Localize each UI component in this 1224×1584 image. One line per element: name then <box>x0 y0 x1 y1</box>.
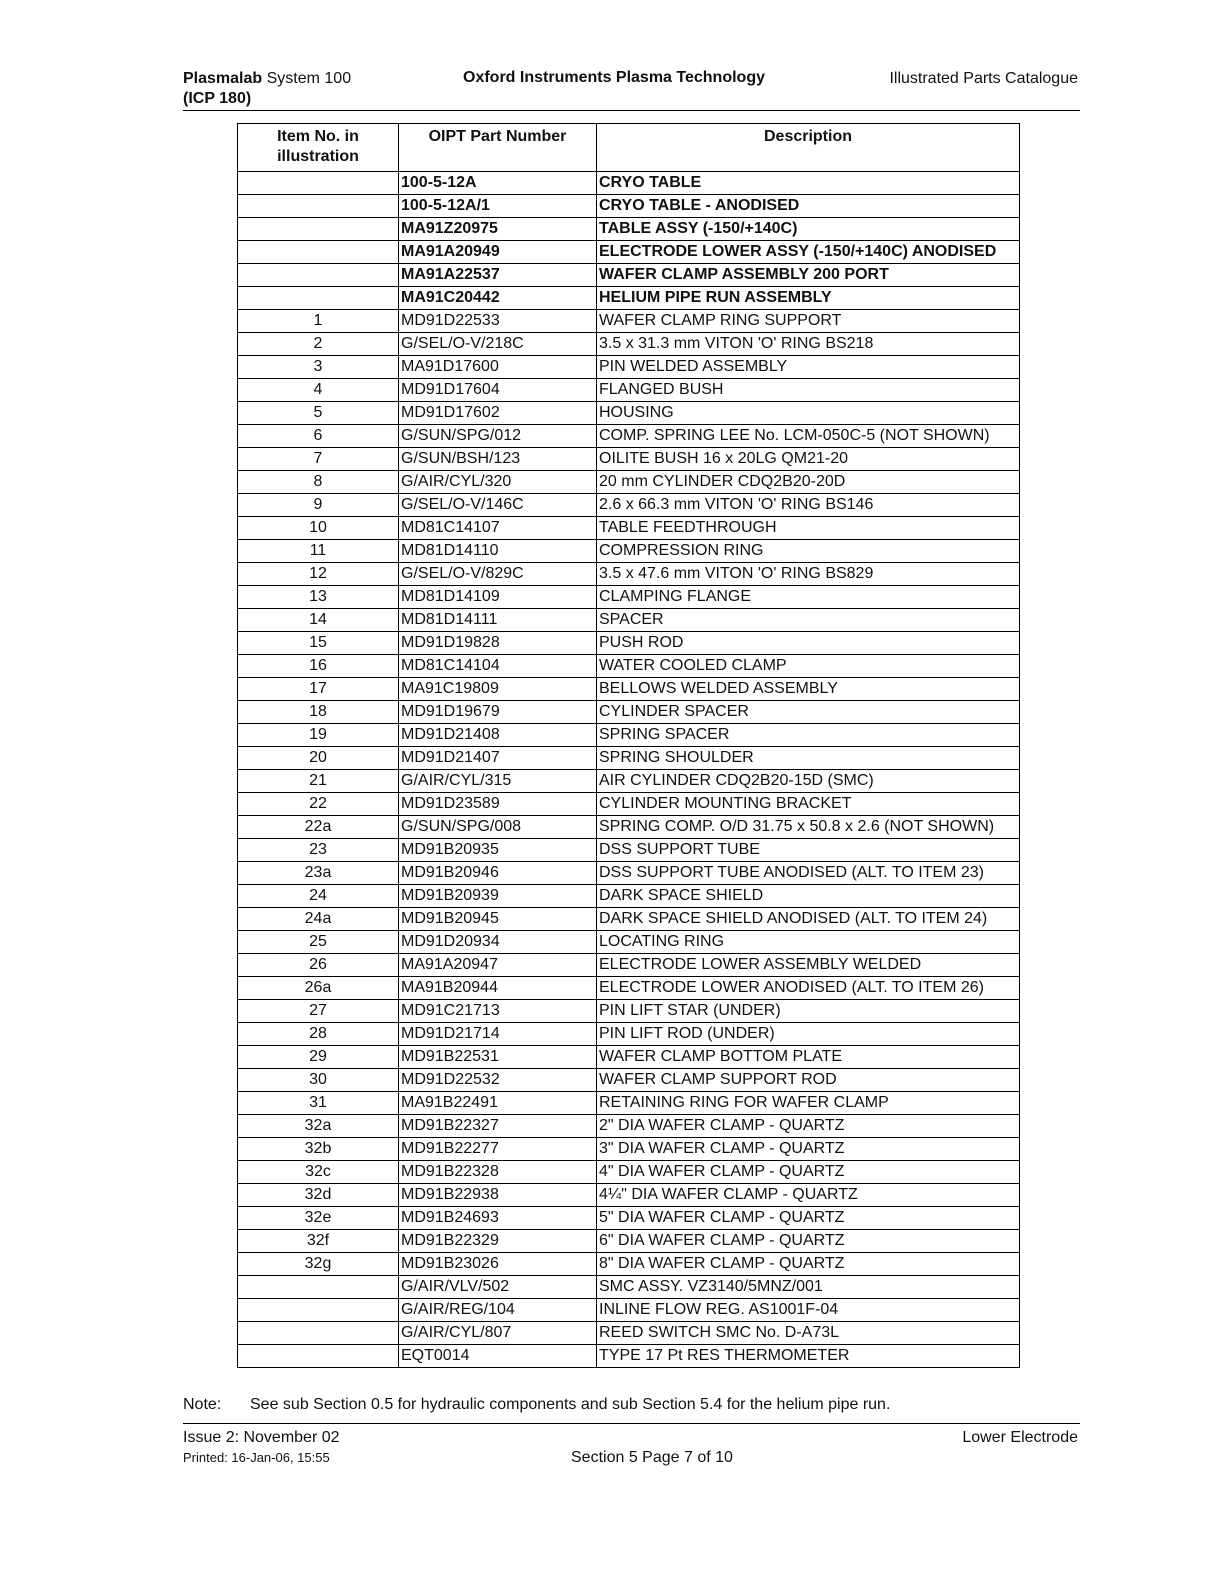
table-row <box>238 540 1020 563</box>
cell-description: PIN LIFT STAR (UNDER) <box>597 1000 1020 1023</box>
cell-item-number: 20 <box>238 747 399 770</box>
table-row <box>238 1184 1020 1207</box>
cell-description: SPACER <box>597 609 1020 632</box>
note-label: Note: <box>183 1396 222 1413</box>
table-row <box>238 885 1020 908</box>
header-company: Oxford Instruments Plasma Technology <box>463 69 765 86</box>
cell-description: CLAMPING FLANGE <box>597 586 1020 609</box>
cell-description: TABLE FEEDTHROUGH <box>597 517 1020 540</box>
cell-description: 3.5 x 47.6 mm VITON 'O' RING BS829 <box>597 563 1020 586</box>
cell-item-number: 32b <box>238 1138 399 1161</box>
footer-rule <box>183 1423 1080 1424</box>
cell-item-number: 26a <box>238 977 399 1000</box>
table-row <box>238 1276 1020 1299</box>
table-row <box>238 1046 1020 1069</box>
cell-item-number: 19 <box>238 724 399 747</box>
cell-description: ELECTRODE LOWER ASSEMBLY WELDED <box>597 954 1020 977</box>
cell-description: 3" DIA WAFER CLAMP - QUARTZ <box>597 1138 1020 1161</box>
cell-part-number: MA91B20944 <box>399 977 597 1000</box>
table-row <box>238 310 1020 333</box>
cell-description: 2.6 x 66.3 mm VITON 'O' RING BS146 <box>597 494 1020 517</box>
cell-part-number: G/AIR/CYL/807 <box>399 1322 597 1345</box>
table-row <box>238 839 1020 862</box>
cell-part-number: 100-5-12A <box>399 172 597 195</box>
cell-part-number: MD91D17604 <box>399 379 597 402</box>
table-row <box>238 793 1020 816</box>
cell-part-number: MD81D14109 <box>399 586 597 609</box>
cell-item-number: 6 <box>238 425 399 448</box>
table-header-row <box>238 124 1020 172</box>
cell-description: 20 mm CYLINDER CDQ2B20-20D <box>597 471 1020 494</box>
cell-description: 4" DIA WAFER CLAMP - QUARTZ <box>597 1161 1020 1184</box>
cell-description: FLANGED BUSH <box>597 379 1020 402</box>
cell-item-number: 2 <box>238 333 399 356</box>
cell-description: TABLE ASSY (-150/+140C) <box>597 218 1020 241</box>
table-row <box>238 1092 1020 1115</box>
cell-part-number: MA91D17600 <box>399 356 597 379</box>
cell-item-number: 32e <box>238 1207 399 1230</box>
cell-part-number: MD91B20945 <box>399 908 597 931</box>
cell-description: ELECTRODE LOWER ANODISED (ALT. TO ITEM 26) <box>597 977 1020 1000</box>
cell-part-number: G/SUN/SPG/012 <box>399 425 597 448</box>
cell-item-number <box>238 287 399 310</box>
table-row <box>238 563 1020 586</box>
header-rule <box>183 110 1080 111</box>
table-row <box>238 172 1020 195</box>
cell-item-number: 9 <box>238 494 399 517</box>
table-row <box>238 1345 1020 1368</box>
cell-item-number: 22 <box>238 793 399 816</box>
cell-item-number: 14 <box>238 609 399 632</box>
table-row <box>238 1115 1020 1138</box>
cell-item-number: 25 <box>238 931 399 954</box>
cell-item-number: 21 <box>238 770 399 793</box>
header-product <box>183 70 351 88</box>
cell-part-number: MD91B22531 <box>399 1046 597 1069</box>
table-row <box>238 586 1020 609</box>
cell-part-number: G/SUN/SPG/008 <box>399 816 597 839</box>
cell-part-number: MD91B23026 <box>399 1253 597 1276</box>
cell-item-number: 12 <box>238 563 399 586</box>
cell-item-number: 26 <box>238 954 399 977</box>
table-row <box>238 770 1020 793</box>
cell-part-number: MD81C14107 <box>399 517 597 540</box>
header-model: (ICP 180) <box>183 90 252 107</box>
cell-description: CYLINDER SPACER <box>597 701 1020 724</box>
table-row <box>238 1138 1020 1161</box>
cell-part-number: MD81D14111 <box>399 609 597 632</box>
table-row <box>238 655 1020 678</box>
table-row <box>238 724 1020 747</box>
cell-description: 3.5 x 31.3 mm VITON 'O' RING BS218 <box>597 333 1020 356</box>
cell-item-number: 32a <box>238 1115 399 1138</box>
cell-item-number: 32f <box>238 1230 399 1253</box>
cell-description: WAFER CLAMP SUPPORT ROD <box>597 1069 1020 1092</box>
cell-item-number: 24 <box>238 885 399 908</box>
cell-description: COMP. SPRING LEE No. LCM-050C-5 (NOT SHOWN) <box>597 425 1020 448</box>
cell-item-number <box>238 172 399 195</box>
cell-part-number: MD91B20935 <box>399 839 597 862</box>
table-row <box>238 218 1020 241</box>
cell-part-number: MD91B20939 <box>399 885 597 908</box>
cell-description: WAFER CLAMP ASSEMBLY 200 PORT <box>597 264 1020 287</box>
cell-description: 2" DIA WAFER CLAMP - QUARTZ <box>597 1115 1020 1138</box>
cell-part-number: MD91D19828 <box>399 632 597 655</box>
cell-description: ELECTRODE LOWER ASSY (-150/+140C) ANODISED <box>597 241 1020 264</box>
table-row <box>238 747 1020 770</box>
header-doc-type: Illustrated Parts Catalogue <box>889 70 1078 87</box>
table-row <box>238 1207 1020 1230</box>
table-row <box>238 333 1020 356</box>
cell-part-number: MA91B22491 <box>399 1092 597 1115</box>
cell-item-number <box>238 1299 399 1322</box>
table-row <box>238 1161 1020 1184</box>
cell-description: 8" DIA WAFER CLAMP - QUARTZ <box>597 1253 1020 1276</box>
cell-part-number: MD91B22329 <box>399 1230 597 1253</box>
table-row <box>238 402 1020 425</box>
cell-part-number: MD91D22532 <box>399 1069 597 1092</box>
cell-part-number: 100-5-12A/1 <box>399 195 597 218</box>
cell-item-number: 15 <box>238 632 399 655</box>
cell-part-number: MD91B22277 <box>399 1138 597 1161</box>
cell-description: SPRING SHOULDER <box>597 747 1020 770</box>
table-row <box>238 356 1020 379</box>
table-row <box>238 379 1020 402</box>
cell-part-number: MD91C21713 <box>399 1000 597 1023</box>
cell-item-number <box>238 1345 399 1368</box>
table-row <box>238 816 1020 839</box>
table-row <box>238 287 1020 310</box>
cell-item-number: 32g <box>238 1253 399 1276</box>
column-header-part-number: OIPT Part Number <box>399 124 597 172</box>
cell-item-number: 5 <box>238 402 399 425</box>
cell-description: 4¼" DIA WAFER CLAMP - QUARTZ <box>597 1184 1020 1207</box>
table-row <box>238 862 1020 885</box>
table-row <box>238 931 1020 954</box>
cell-part-number: MD91B22328 <box>399 1161 597 1184</box>
cell-item-number: 3 <box>238 356 399 379</box>
cell-item-number: 4 <box>238 379 399 402</box>
table-row <box>238 678 1020 701</box>
table-row <box>238 494 1020 517</box>
cell-part-number: MD91D22533 <box>399 310 597 333</box>
cell-part-number: MD91B20946 <box>399 862 597 885</box>
cell-item-number: 23 <box>238 839 399 862</box>
parts-table <box>237 123 1020 1368</box>
cell-item-number: 32c <box>238 1161 399 1184</box>
cell-item-number: 31 <box>238 1092 399 1115</box>
cell-part-number: MD81C14104 <box>399 655 597 678</box>
cell-part-number: G/AIR/REG/104 <box>399 1299 597 1322</box>
cell-part-number: MD91D20934 <box>399 931 597 954</box>
cell-part-number: G/SEL/O-V/218C <box>399 333 597 356</box>
footer-issue: Issue 2: November 02 <box>183 1429 340 1446</box>
cell-description: TYPE 17 Pt RES THERMOMETER <box>597 1345 1020 1368</box>
cell-part-number: MA91Z20975 <box>399 218 597 241</box>
cell-description: HOUSING <box>597 402 1020 425</box>
cell-description: SPRING SPACER <box>597 724 1020 747</box>
table-row <box>238 1023 1020 1046</box>
cell-description: WAFER CLAMP RING SUPPORT <box>597 310 1020 333</box>
cell-description: INLINE FLOW REG. AS1001F-04 <box>597 1299 1020 1322</box>
cell-item-number: 11 <box>238 540 399 563</box>
cell-description: AIR CYLINDER CDQ2B20-15D (SMC) <box>597 770 1020 793</box>
parts-table-body <box>238 172 1020 1368</box>
cell-item-number <box>238 241 399 264</box>
cell-description: OILITE BUSH 16 x 20LG QM21-20 <box>597 448 1020 471</box>
table-row <box>238 954 1020 977</box>
table-row <box>238 1322 1020 1345</box>
table-row <box>238 264 1020 287</box>
cell-item-number: 8 <box>238 471 399 494</box>
table-row <box>238 1230 1020 1253</box>
cell-item-number: 10 <box>238 517 399 540</box>
column-header-item: Item No. in illustration <box>238 124 399 172</box>
table-row <box>238 1069 1020 1092</box>
cell-part-number: G/SEL/O-V/829C <box>399 563 597 586</box>
cell-part-number: MD91D19679 <box>399 701 597 724</box>
table-row <box>238 448 1020 471</box>
table-row <box>238 195 1020 218</box>
table-row <box>238 1299 1020 1322</box>
cell-description: CRYO TABLE - ANODISED <box>597 195 1020 218</box>
cell-item-number: 23a <box>238 862 399 885</box>
cell-part-number: MD91B24693 <box>399 1207 597 1230</box>
cell-part-number: G/SUN/BSH/123 <box>399 448 597 471</box>
cell-description: CRYO TABLE <box>597 172 1020 195</box>
cell-description: CYLINDER MOUNTING BRACKET <box>597 793 1020 816</box>
table-row <box>238 425 1020 448</box>
cell-part-number: MD91D17602 <box>399 402 597 425</box>
cell-item-number: 7 <box>238 448 399 471</box>
cell-description: 6" DIA WAFER CLAMP - QUARTZ <box>597 1230 1020 1253</box>
cell-description: REED SWITCH SMC No. D-A73L <box>597 1322 1020 1345</box>
cell-item-number: 17 <box>238 678 399 701</box>
cell-item-number: 16 <box>238 655 399 678</box>
cell-description: 5" DIA WAFER CLAMP - QUARTZ <box>597 1207 1020 1230</box>
cell-description: BELLOWS WELDED ASSEMBLY <box>597 678 1020 701</box>
cell-part-number: MA91C19809 <box>399 678 597 701</box>
cell-item-number <box>238 195 399 218</box>
column-header-description: Description <box>597 124 1020 172</box>
cell-part-number: MA91C20442 <box>399 287 597 310</box>
cell-part-number: MD91B22938 <box>399 1184 597 1207</box>
cell-description: SMC ASSY. VZ3140/5MNZ/001 <box>597 1276 1020 1299</box>
header-product-system: System 100 <box>262 70 352 87</box>
footer-printed: Printed: 16-Jan-06, 15:55 <box>183 1450 330 1465</box>
cell-description: DARK SPACE SHIELD ANODISED (ALT. TO ITEM 24) <box>597 908 1020 931</box>
cell-part-number: G/AIR/CYL/315 <box>399 770 597 793</box>
cell-part-number: G/SEL/O-V/146C <box>399 494 597 517</box>
cell-item-number: 22a <box>238 816 399 839</box>
cell-description: LOCATING RING <box>597 931 1020 954</box>
cell-part-number: MA91A20947 <box>399 954 597 977</box>
cell-description: RETAINING RING FOR WAFER CLAMP <box>597 1092 1020 1115</box>
cell-part-number: MD91D21714 <box>399 1023 597 1046</box>
footer-page-number: Section 5 Page 7 of 10 <box>571 1449 733 1466</box>
cell-item-number <box>238 218 399 241</box>
cell-description: PIN LIFT ROD (UNDER) <box>597 1023 1020 1046</box>
cell-item-number: 13 <box>238 586 399 609</box>
cell-part-number: EQT0014 <box>399 1345 597 1368</box>
cell-part-number: MD91B22327 <box>399 1115 597 1138</box>
cell-description: SPRING COMP. O/D 31.75 x 50.8 x 2.6 (NOT SHOWN) <box>597 816 1020 839</box>
table-row <box>238 701 1020 724</box>
cell-part-number: MD81D14110 <box>399 540 597 563</box>
note-text: See sub Section 0.5 for hydraulic components and sub Section 5.4 for the helium pipe run. <box>250 1396 891 1413</box>
header-product-name: Plasmalab <box>183 70 263 87</box>
cell-part-number: MD91D21408 <box>399 724 597 747</box>
cell-description: WAFER CLAMP BOTTOM PLATE <box>597 1046 1020 1069</box>
cell-item-number: 29 <box>238 1046 399 1069</box>
cell-part-number: MA91A22537 <box>399 264 597 287</box>
cell-part-number: G/AIR/CYL/320 <box>399 471 597 494</box>
table-row <box>238 241 1020 264</box>
cell-item-number: 30 <box>238 1069 399 1092</box>
table-row <box>238 1253 1020 1276</box>
cell-description: COMPRESSION RING <box>597 540 1020 563</box>
cell-part-number: MD91D21407 <box>399 747 597 770</box>
cell-part-number: G/AIR/VLV/502 <box>399 1276 597 1299</box>
cell-description: DSS SUPPORT TUBE ANODISED (ALT. TO ITEM 23) <box>597 862 1020 885</box>
table-row <box>238 471 1020 494</box>
cell-part-number: MD91D23589 <box>399 793 597 816</box>
cell-item-number: 27 <box>238 1000 399 1023</box>
table-row <box>238 517 1020 540</box>
cell-description: PUSH ROD <box>597 632 1020 655</box>
cell-item-number: 1 <box>238 310 399 333</box>
cell-part-number: MA91A20949 <box>399 241 597 264</box>
table-row <box>238 908 1020 931</box>
table-row <box>238 977 1020 1000</box>
cell-item-number: 32d <box>238 1184 399 1207</box>
cell-item-number <box>238 264 399 287</box>
table-row <box>238 632 1020 655</box>
footer-section-title: Lower Electrode <box>962 1429 1078 1446</box>
cell-item-number: 18 <box>238 701 399 724</box>
cell-description: DSS SUPPORT TUBE <box>597 839 1020 862</box>
cell-description: DARK SPACE SHIELD <box>597 885 1020 908</box>
cell-description: WATER COOLED CLAMP <box>597 655 1020 678</box>
table-row <box>238 609 1020 632</box>
cell-description: PIN WELDED ASSEMBLY <box>597 356 1020 379</box>
cell-description: HELIUM PIPE RUN ASSEMBLY <box>597 287 1020 310</box>
cell-item-number <box>238 1276 399 1299</box>
table-row <box>238 1000 1020 1023</box>
cell-item-number <box>238 1322 399 1345</box>
cell-item-number: 24a <box>238 908 399 931</box>
cell-item-number: 28 <box>238 1023 399 1046</box>
